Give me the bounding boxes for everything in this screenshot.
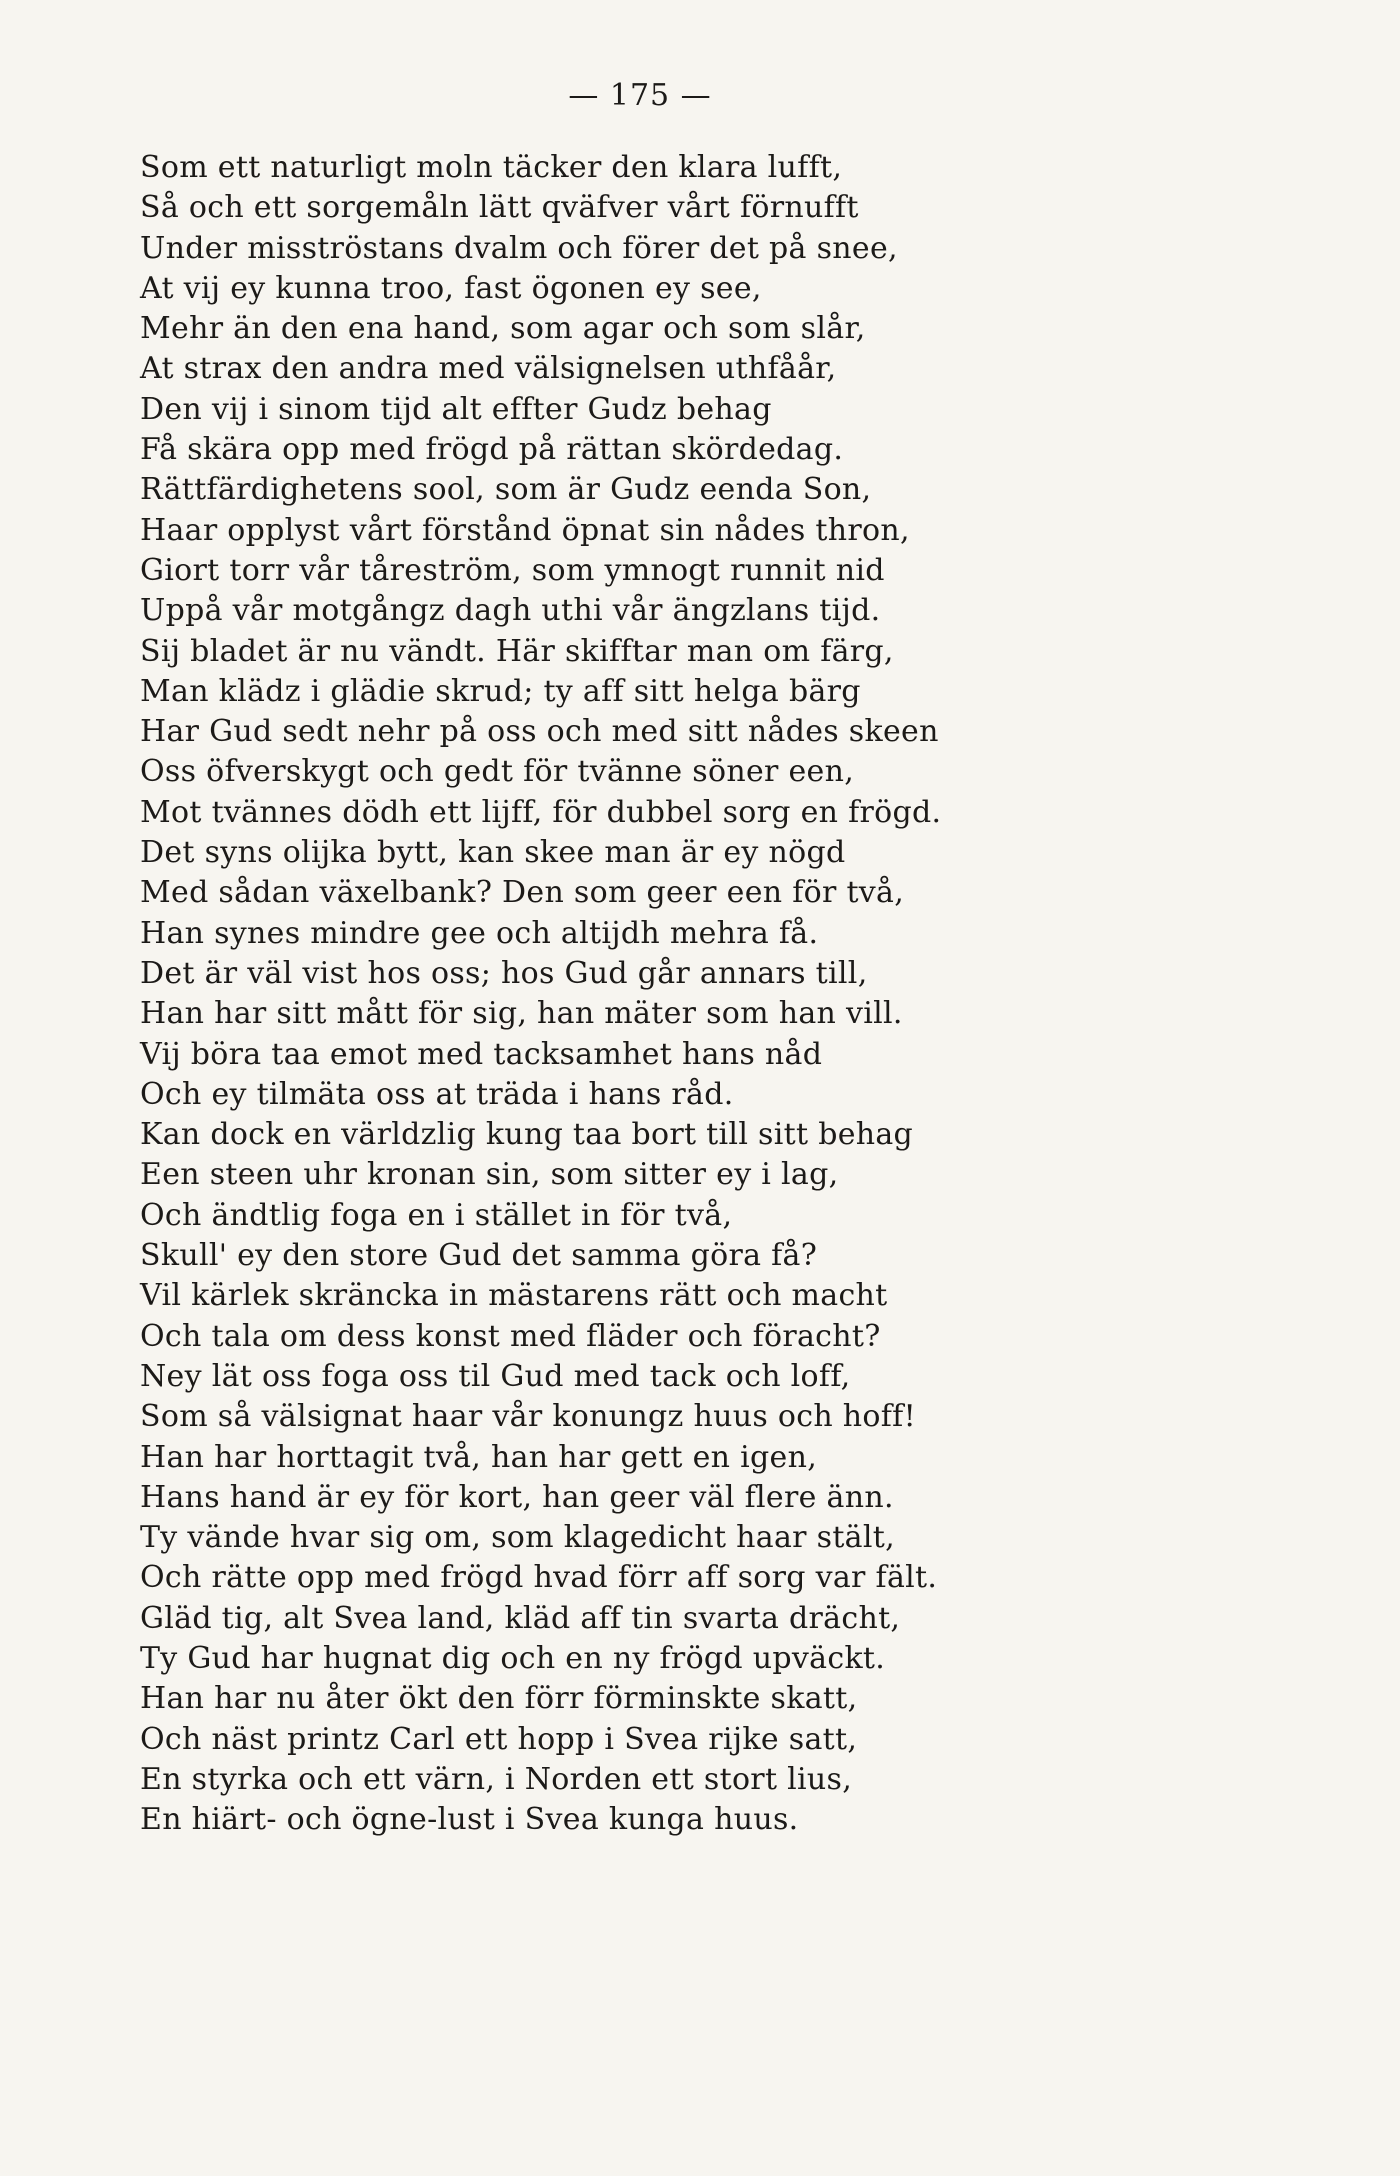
poem-line: Och ändtlig foga en i stället in för två, bbox=[140, 1197, 733, 1233]
poem-line: Vij böra taa emot med tacksamhet hans nåd bbox=[140, 1036, 823, 1072]
poem-line: Under misströstans dvalm och förer det på snee, bbox=[140, 230, 898, 266]
poem-line: Han synes mindre gee och altijdh mehra få. bbox=[140, 915, 819, 951]
poem-line: Med sådan växelbank? Den som geer een för två, bbox=[140, 875, 905, 911]
poem-line: Han har horttagit två, han har gett en igen, bbox=[140, 1439, 818, 1475]
poem-line: Han har nu åter ökt den förr förminskte skatt, bbox=[140, 1681, 858, 1717]
poem-line: Giort torr vår tåreström, som ymnogt runnit nid bbox=[140, 552, 885, 588]
poem-text bbox=[140, 148, 1320, 1840]
poem-line: Den vij i sinom tijd alt effter Gudz behag bbox=[140, 391, 772, 427]
poem-line: Man klädz i glädie skrud; ty aff sitt helga bärg bbox=[140, 673, 861, 709]
poem-line: En styrka och ett värn, i Norden ett stort lius, bbox=[140, 1761, 853, 1797]
poem-line: Som ett naturligt moln täcker den klara lufft, bbox=[140, 150, 843, 185]
poem-line: Een steen uhr kronan sin, som sitter ey i lag, bbox=[140, 1157, 839, 1193]
poem-line: Kan dock en världzlig kung taa bort till sitt behag bbox=[140, 1117, 914, 1153]
poem-line: Uppå vår motgångz dagh uthi vår ängzlans tijd. bbox=[140, 593, 881, 629]
poem-line: Har Gud sedt nehr på oss och med sitt nådes skeen bbox=[140, 714, 939, 750]
poem-line: Oss öfverskygt och gedt för tvänne söner een, bbox=[140, 754, 855, 790]
poem-line: Det syns olijka bytt, kan skee man är ey nögd bbox=[140, 835, 846, 871]
page-number: — 175 — bbox=[568, 78, 712, 113]
poem-line: En hiärt- och ögne-lust i Svea kunga huus. bbox=[140, 1802, 799, 1838]
poem-line: Mot tvännes dödh ett lijff, för dubbel sorg en frögd. bbox=[140, 794, 942, 830]
poem-line: Han har sitt mått för sig, han mäter som han vill. bbox=[140, 996, 903, 1032]
poem-line: Ty Gud har hugnat dig och en ny frögd upväckt. bbox=[140, 1640, 886, 1676]
poem-line: Hans hand är ey för kort, han geer väl flere änn. bbox=[140, 1479, 894, 1515]
poem-line: Gläd tig, alt Svea land, kläd aff tin svarta drächt, bbox=[140, 1600, 901, 1636]
poem-line: Och rätte opp med frögd hvad förr aff sorg var fält. bbox=[140, 1560, 938, 1596]
poem-line: Och tala om dess konst med fläder och föracht? bbox=[140, 1318, 881, 1354]
poem-line: Sij bladet är nu vändt. Här skifftar man om färg, bbox=[140, 633, 894, 669]
poem-line: Ney lät oss foga oss til Gud med tack och loff, bbox=[140, 1358, 851, 1394]
poem-line: Och ey tilmäta oss at träda i hans råd. bbox=[140, 1076, 734, 1112]
poem-line: Rättfärdighetens sool, som är Gudz eenda Son, bbox=[140, 472, 872, 508]
poem-line: Så och ett sorgemåln lätt qväfver vårt förnufft bbox=[140, 190, 859, 226]
poem-line: Det är väl vist hos oss; hos Gud går annars till, bbox=[140, 955, 868, 991]
poem-line: Mehr än den ena hand, som agar och som slår, bbox=[140, 311, 866, 347]
poem-line: Ty vände hvar sig om, som klagedicht haar stält, bbox=[140, 1520, 895, 1556]
poem-line: Som så välsignat haar vår konungz huus och hoff! bbox=[140, 1399, 916, 1435]
poem-line: Skull' ey den store Gud det samma göra få? bbox=[140, 1238, 818, 1274]
poem-line: At vij ey kunna troo, fast ögonen ey see, bbox=[140, 270, 762, 306]
poem-line: At strax den andra med välsignelsen uthfåår, bbox=[140, 351, 837, 387]
poem-line: Och näst printz Carl ett hopp i Svea rijke satt, bbox=[140, 1721, 858, 1757]
poem-line: Få skära opp med frögd på rättan skördedag. bbox=[140, 432, 844, 468]
poem-line: Haar opplyst vårt förstånd öpnat sin nådes thron, bbox=[140, 512, 910, 548]
poem-line: Vil kärlek skräncka in mästarens rätt och macht bbox=[140, 1278, 888, 1314]
